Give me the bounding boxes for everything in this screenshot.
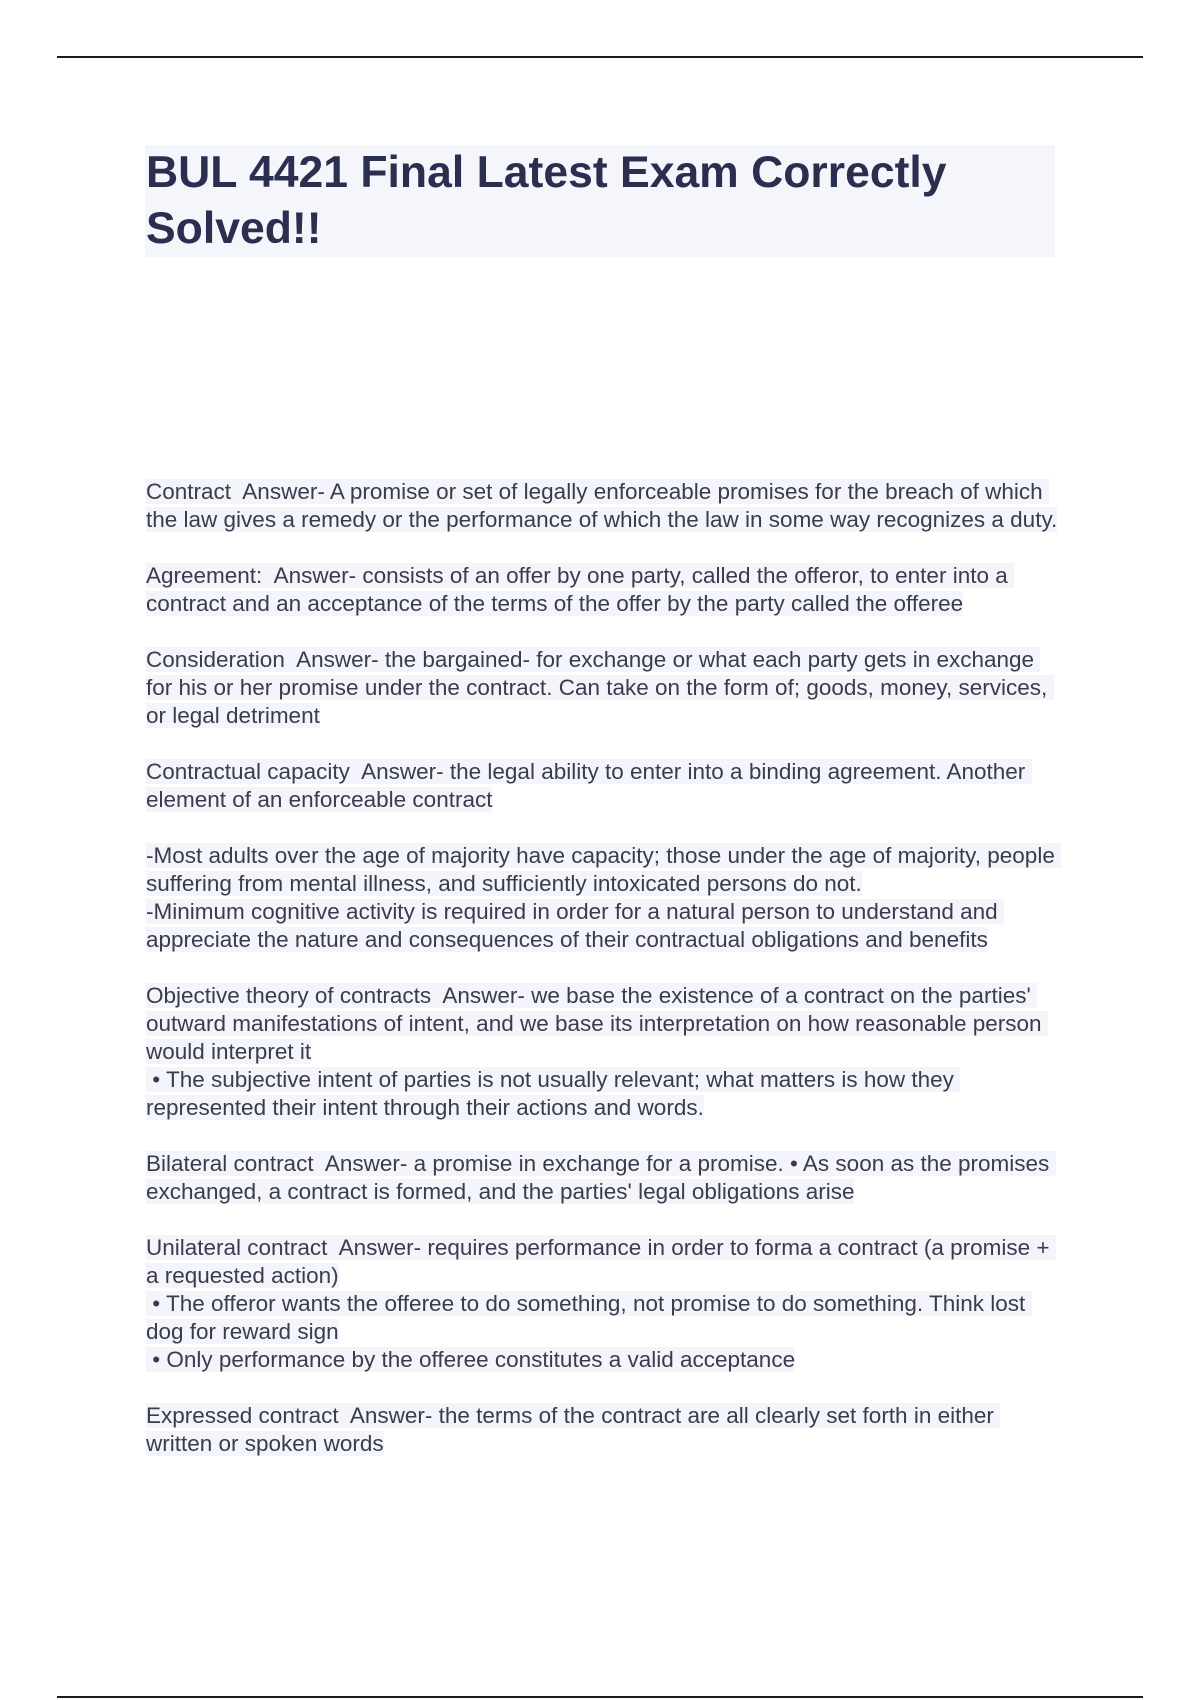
qa-entry [146,1150,1058,1206]
footer-rule [57,1696,1143,1698]
qa-entry [146,1402,1058,1458]
qa-entry [146,758,1058,814]
qa-list [146,478,1062,1486]
entry-text: -Most adults over the age of majority have capacity; those under the age of majority, people suffering from mental illness, and sufficiently intoxicated persons do not. [146,843,1062,896]
entry-text: Objective theory of contracts Answer- we base the existence of a contract on the parties' outward manifestations of intent, and we base its interpretation on how reasonable person would interpret it [146,983,1048,1064]
qa-entry [146,646,1058,730]
entry-text: Contractual capacity Answer- the legal ability to enter into a binding agreement. Another element of an enforceable contract [146,759,1032,812]
document-title: BUL 4421 Final Latest Exam Correctly Solved!! [146,148,947,253]
entry-text: -Minimum cognitive activity is required in order for a natural person to understand and appreciate the nature and consequences of their contractual obligations and benefits [146,899,1004,952]
qa-entry [146,478,1058,534]
qa-entry [146,562,1058,618]
entry-text: Contract Answer- A promise or set of legally enforceable promises for the breach of which the law gives a remedy or the performance of which the law in some way recognizes a duty. [146,479,1058,532]
entry-text: Consideration Answer- the bargained- for exchange or what each party gets in exchange for his or her promise under the contract. Can take on the form of; goods, money, services, or legal detriment [146,647,1054,728]
entry-text: Agreement: Answer- consists of an offer by one party, called the offeror, to enter into a contract and an acceptance of the terms of the offer by the party called the offeree [146,563,1015,616]
header-rule [57,56,1143,58]
qa-entry [146,842,1062,954]
entry-text: • The offeror wants the offeree to do something, not promise to do something. Think lost dog for reward sign [146,1291,1032,1344]
qa-entry [146,1234,1058,1374]
entry-text: • Only performance by the offeree constitutes a valid acceptance [146,1347,796,1372]
entry-text: • The subjective intent of parties is not usually relevant; what matters is how they represented their intent through their actions and words. [146,1067,961,1120]
entry-text: Unilateral contract Answer- requires performance in order to forma a contract (a promise + a requested action) [146,1235,1056,1288]
entry-text: Bilateral contract Answer- a promise in exchange for a promise. • As soon as the promises exchanged, a contract is formed, and the parties' legal obligations arise [146,1151,1056,1204]
qa-entry [146,982,1058,1122]
entry-text: Expressed contract Answer- the terms of the contract are all clearly set forth in either written or spoken words [146,1403,1001,1456]
